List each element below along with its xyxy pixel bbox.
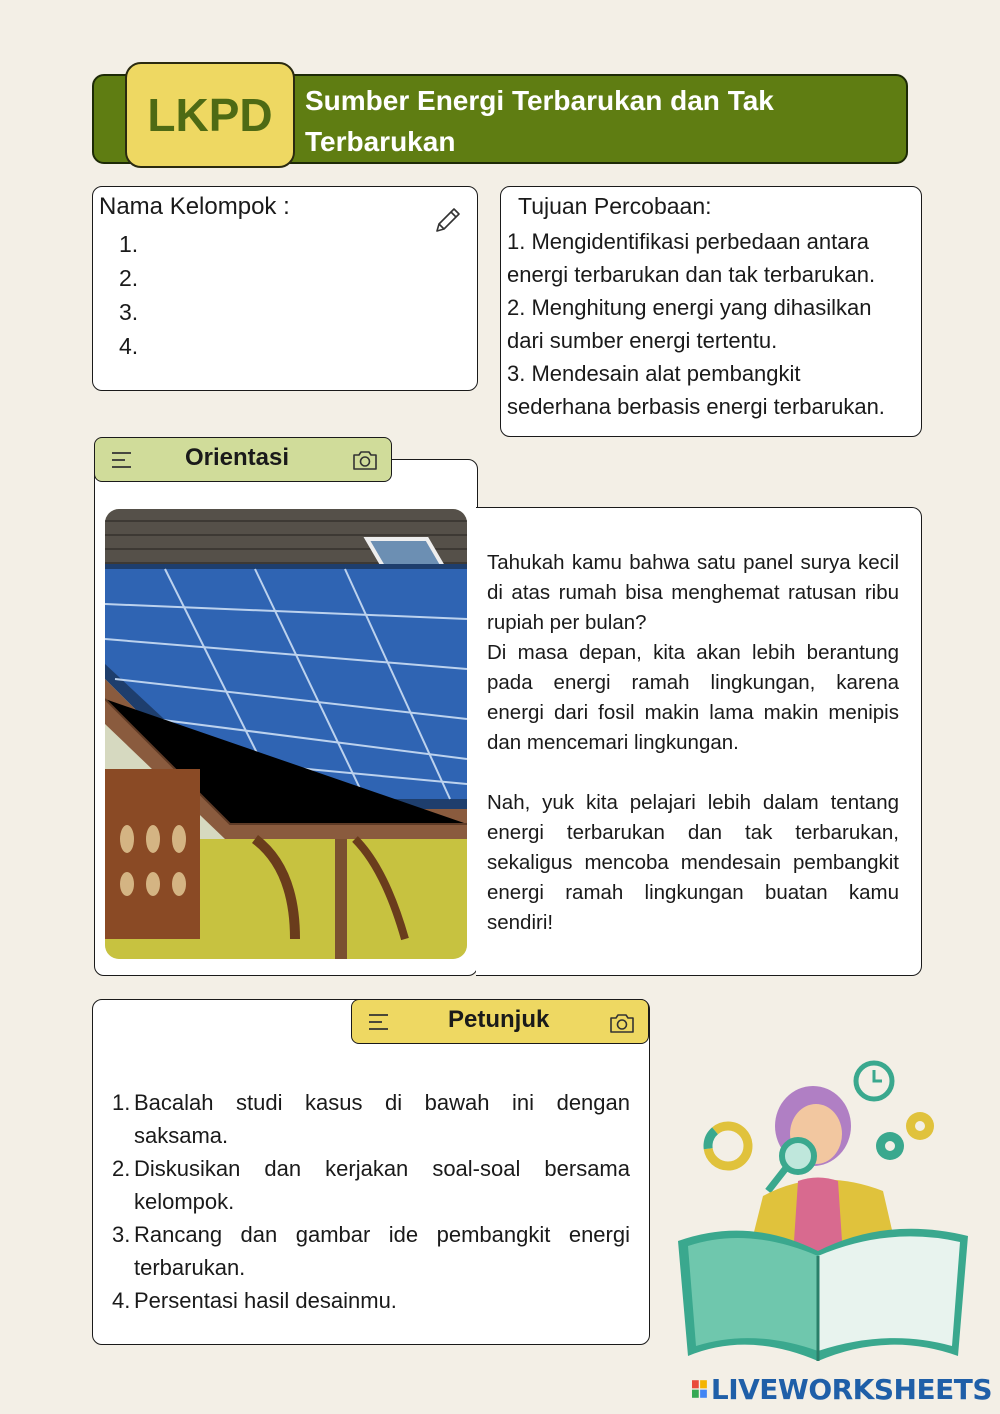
camera-icon <box>609 1012 635 1034</box>
orientation-paragraph: Tahukah kamu bahwa satu panel surya kecil di atas rumah bisa menghemat ratusan ribu rupiah per bulan? <box>487 551 899 634</box>
page-title: Sumber Energi Terbarukan dan Tak Terbarukan <box>305 85 774 157</box>
instruction-number: 1. <box>112 1090 131 1115</box>
solar-panel-roof-image <box>105 509 467 959</box>
liveworksheets-mark-icon <box>692 1376 707 1402</box>
instruction-text: Rancang dan gambar ide pembangkit energi terbarukan. <box>134 1222 630 1280</box>
group-member-item[interactable]: 3. <box>119 299 139 325</box>
group-member-item[interactable]: 1. <box>119 231 139 257</box>
instruction-item <box>112 1152 630 1218</box>
liveworksheets-brand: LIVEWORKSHEETS <box>710 1372 992 1406</box>
group-member-item[interactable]: 2. <box>119 265 139 291</box>
objective-item: 3. Mendesain alat pembangkit sederhana berbasis energi terbarukan. <box>507 361 885 419</box>
menu-icon <box>111 450 133 470</box>
instructions-list <box>112 1086 630 1317</box>
group-member-item[interactable]: 4. <box>119 333 139 359</box>
objective-item: 1. Mengidentifikasi perbedaan antara energi terbarukan dan tak terbarukan. <box>507 229 876 287</box>
tab-orientasi-label: Orientasi <box>185 444 290 471</box>
camera-icon <box>352 449 378 471</box>
orientation-paragraph: Di masa depan, kita akan lebih berantung pada energi ramah lingkungan, karena energi dari fosil makin lama makin menipis dan mencemari lingkungan. <box>487 641 899 754</box>
tab-petunjuk <box>351 999 649 1044</box>
instruction-text: Persentasi hasil desainmu. <box>134 1288 397 1313</box>
instruction-item <box>112 1284 630 1317</box>
instruction-number: 2. <box>112 1156 131 1181</box>
lkpd-badge: LKPD <box>125 62 295 168</box>
paragraph-spacer <box>487 758 899 788</box>
objectives-list <box>507 225 907 423</box>
instruction-number: 3. <box>112 1222 131 1247</box>
orientation-text-box <box>476 507 922 976</box>
menu-icon <box>368 1012 390 1032</box>
tab-petunjuk-label: Petunjuk <box>448 1006 550 1033</box>
student-reading-illustration <box>668 1056 978 1368</box>
instruction-text: Bacalah studi kasus di bawah ini dengan saksama. <box>134 1090 630 1148</box>
instruction-item <box>112 1218 630 1284</box>
pencil-icon <box>433 205 463 235</box>
objectives-title: Tujuan Percobaan: <box>518 193 712 219</box>
orientation-text <box>487 548 899 938</box>
instruction-text: Diskusikan dan kerjakan soal-soal bersama kelompok. <box>134 1156 630 1214</box>
group-member-list <box>119 227 138 363</box>
objectives-box <box>500 186 922 437</box>
objective-item: 2. Menghitung energi yang dihasilkan dari sumber energi tertentu. <box>507 295 872 353</box>
group-name-title: Nama Kelompok : <box>99 193 290 220</box>
instruction-item <box>112 1086 630 1152</box>
orientation-paragraph: Nah, yuk kita pelajari lebih dalam tentang energi terbarukan dan tak terbarukan, sekaligus mencoba mendesain pembangkit energi ramah lingkungan buatan kamu sendiri! <box>487 791 899 934</box>
tab-orientasi <box>94 437 392 482</box>
group-name-box <box>92 186 478 391</box>
instruction-number: 4. <box>112 1288 131 1313</box>
liveworksheets-logo <box>692 1372 992 1406</box>
